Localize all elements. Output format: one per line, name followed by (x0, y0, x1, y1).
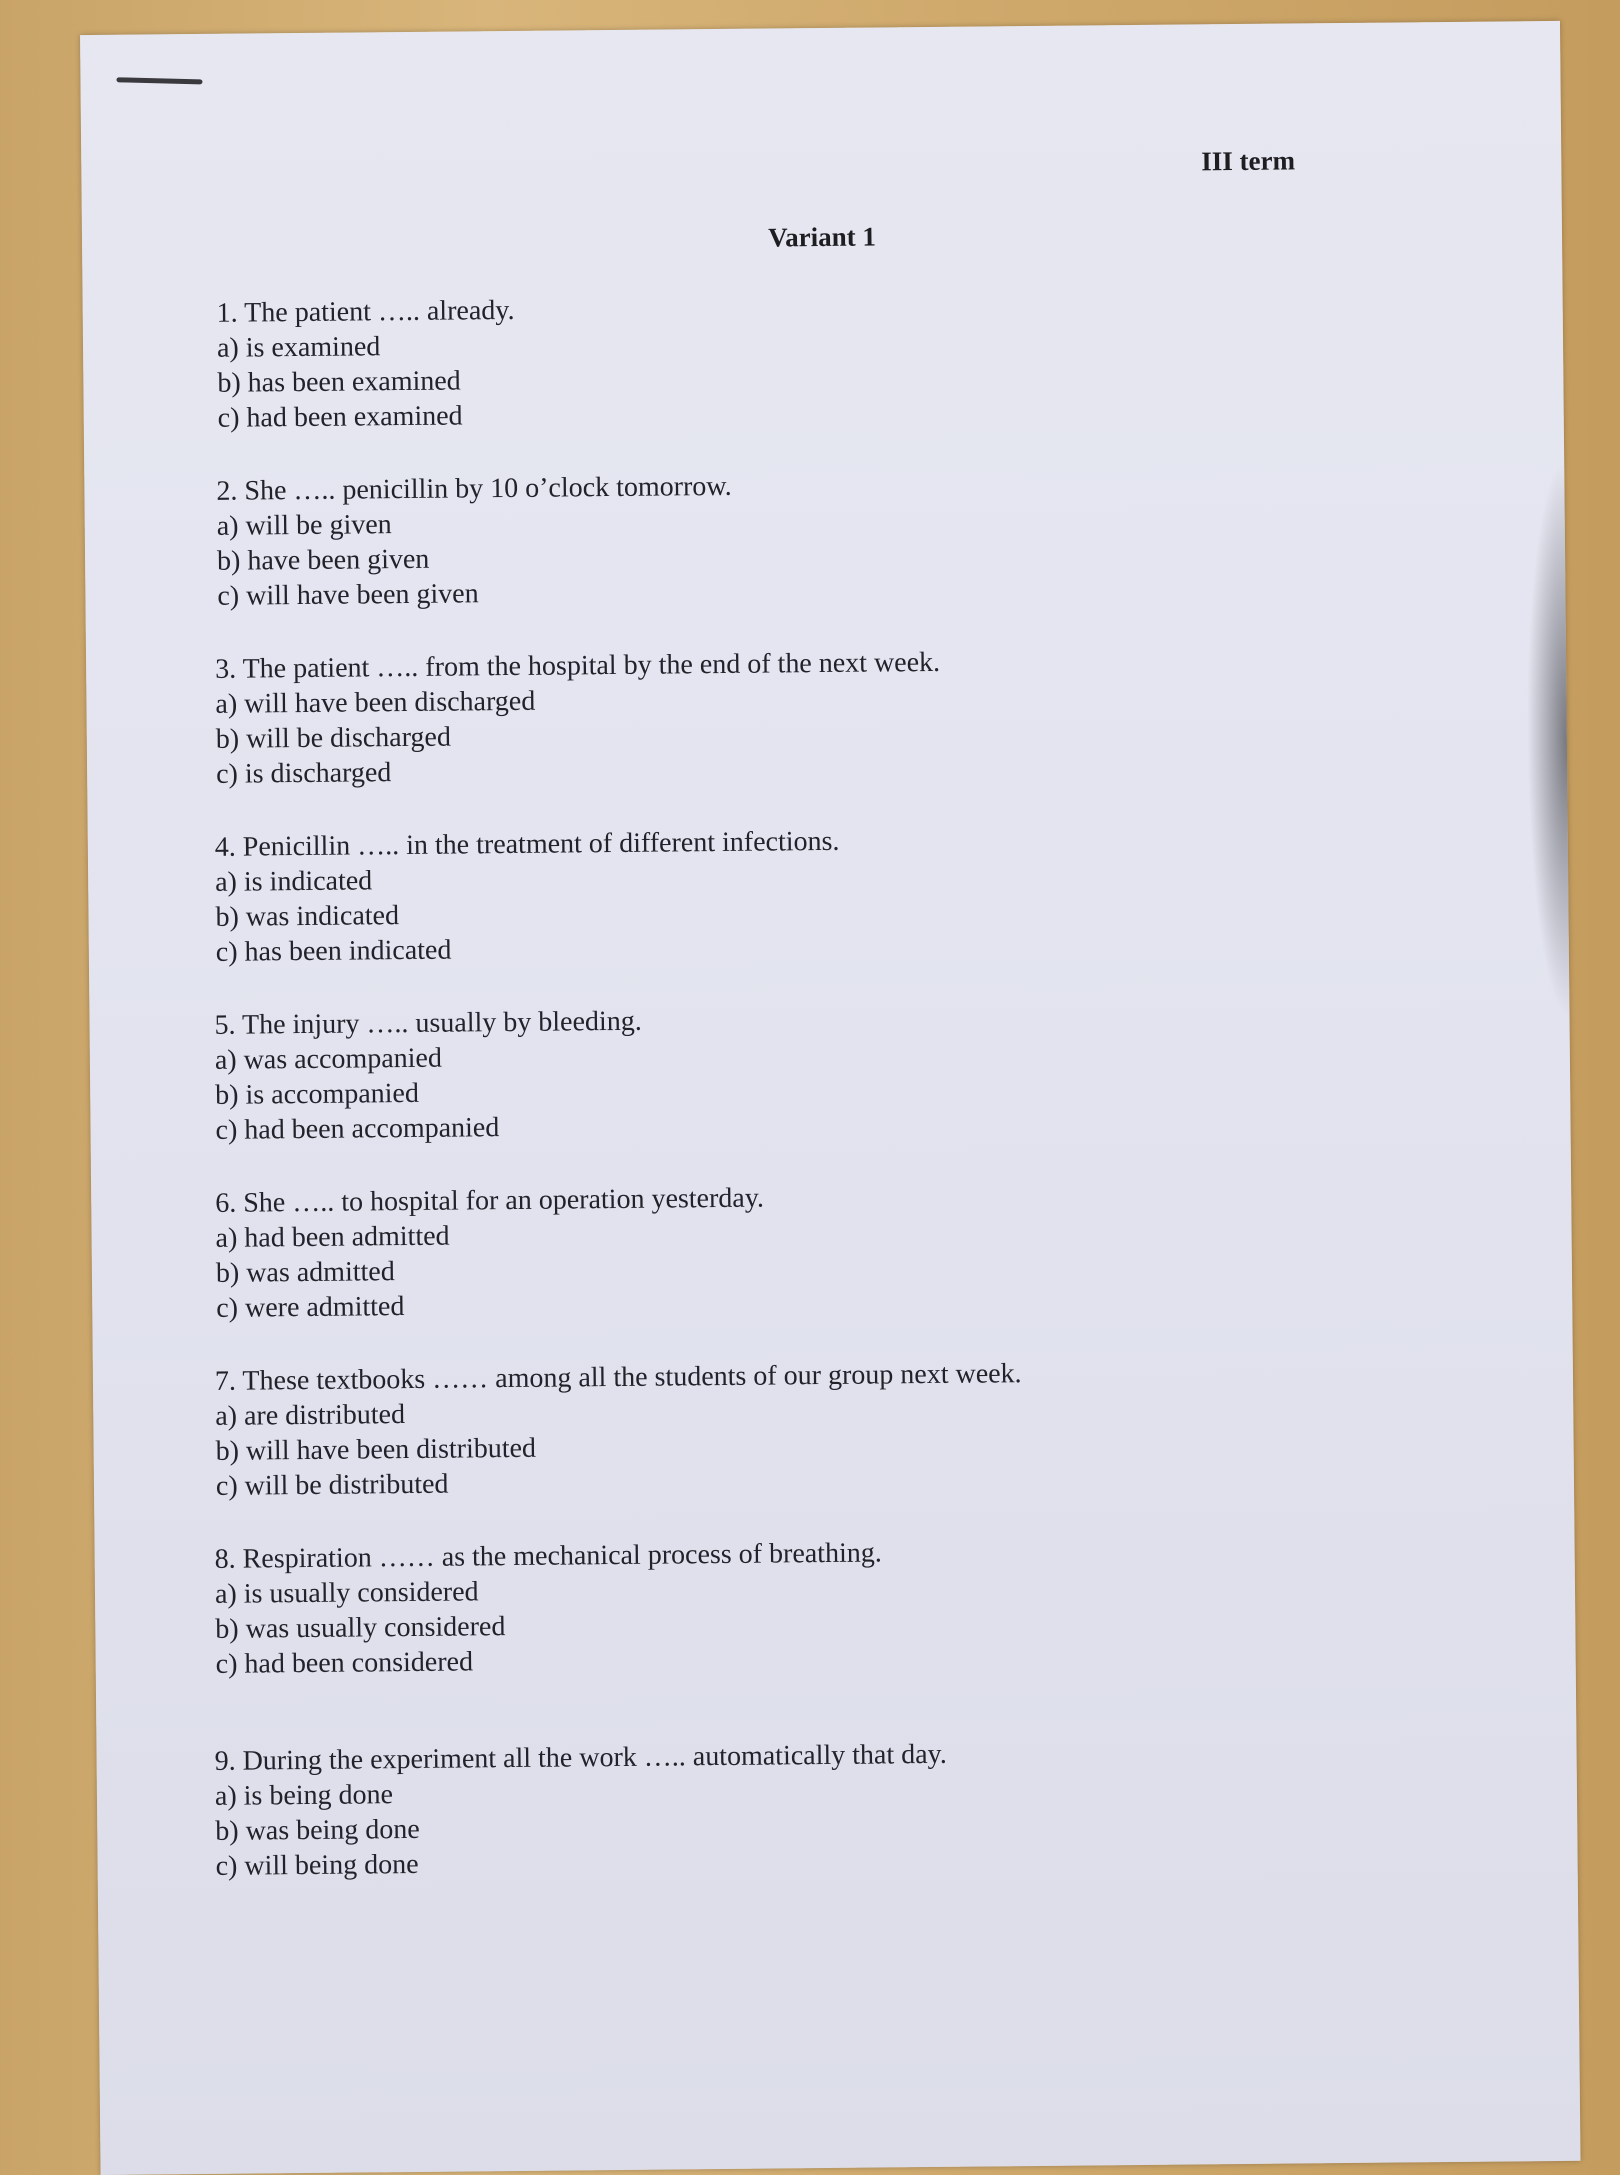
answer-option: c) had been considered (215, 1646, 474, 1680)
answer-option: c) were admitted (216, 1291, 405, 1324)
answer-option: b) will have been distributed (215, 1432, 537, 1467)
pen-mark (116, 77, 202, 84)
answer-option: b) was admitted (215, 1256, 395, 1289)
answer-option: b) was being done (215, 1813, 420, 1847)
question-stem: 4. Penicillin ….. in the treatment of different infections. (214, 825, 840, 863)
question-8 (215, 1530, 1470, 1682)
answer-option: a) is usually considered (214, 1576, 479, 1610)
question-stem: 6. She ….. to hospital for an operation yesterday. (215, 1182, 765, 1219)
answer-option: c) had been examined (217, 400, 463, 434)
question-stem: 2. She ….. penicillin by 10 o’clock tomorrow. (216, 470, 732, 507)
question-stem: 9. During the experiment all the work ….. automatically that day. (214, 1738, 947, 1777)
exam-sheet (80, 21, 1580, 2175)
answer-option: c) has been indicated (215, 934, 452, 968)
variant-title: Variant 1 (767, 221, 877, 253)
answer-option: b) will be discharged (215, 721, 452, 755)
question-1 (217, 284, 1458, 436)
answer-option: a) will be given (216, 509, 392, 542)
question-stem: 5. The injury ….. usually by bleeding. (214, 1005, 642, 1041)
question-5 (214, 996, 1464, 1148)
answer-option: c) will have been given (217, 578, 479, 612)
question-2 (216, 462, 1459, 614)
answer-option: c) will be distributed (215, 1468, 449, 1502)
answer-option: b) was usually considered (215, 1611, 506, 1645)
question-7 (215, 1352, 1468, 1504)
answer-option: a) had been admitted (215, 1220, 450, 1254)
answer-option: b) was indicated (215, 900, 400, 933)
answer-option: a) is being done (214, 1779, 394, 1812)
finger-shadow (1524, 461, 1569, 1021)
question-stem: 1. The patient ….. already. (216, 294, 515, 329)
answer-option: a) will have been discharged (215, 685, 536, 720)
question-4 (215, 818, 1463, 970)
question-9 (214, 1732, 1471, 1884)
question-stem: 3. The patient ….. from the hospital by the end of the next week. (214, 646, 941, 685)
answer-option: a) is indicated (215, 865, 373, 898)
answer-option: c) will being done (215, 1848, 419, 1882)
question-stem: 8. Respiration …… as the mechanical process of breathing. (214, 1537, 882, 1575)
question-stem: 7. These textbooks …… among all the students of our group next week. (214, 1358, 1022, 1397)
answer-option: b) has been examined (217, 365, 461, 399)
answer-option: a) are distributed (215, 1399, 406, 1432)
answer-option: a) is examined (216, 331, 381, 364)
answer-option: c) had been accompanied (215, 1112, 500, 1146)
answer-option: a) was accompanied (214, 1042, 443, 1076)
question-6 (215, 1174, 1466, 1326)
answer-option: b) have been given (216, 543, 430, 577)
term-label: III term (1201, 145, 1296, 177)
question-list (207, 284, 1473, 1922)
answer-option: b) is accompanied (215, 1077, 420, 1111)
answer-option: c) is discharged (215, 757, 392, 790)
question-3 (215, 640, 1461, 792)
